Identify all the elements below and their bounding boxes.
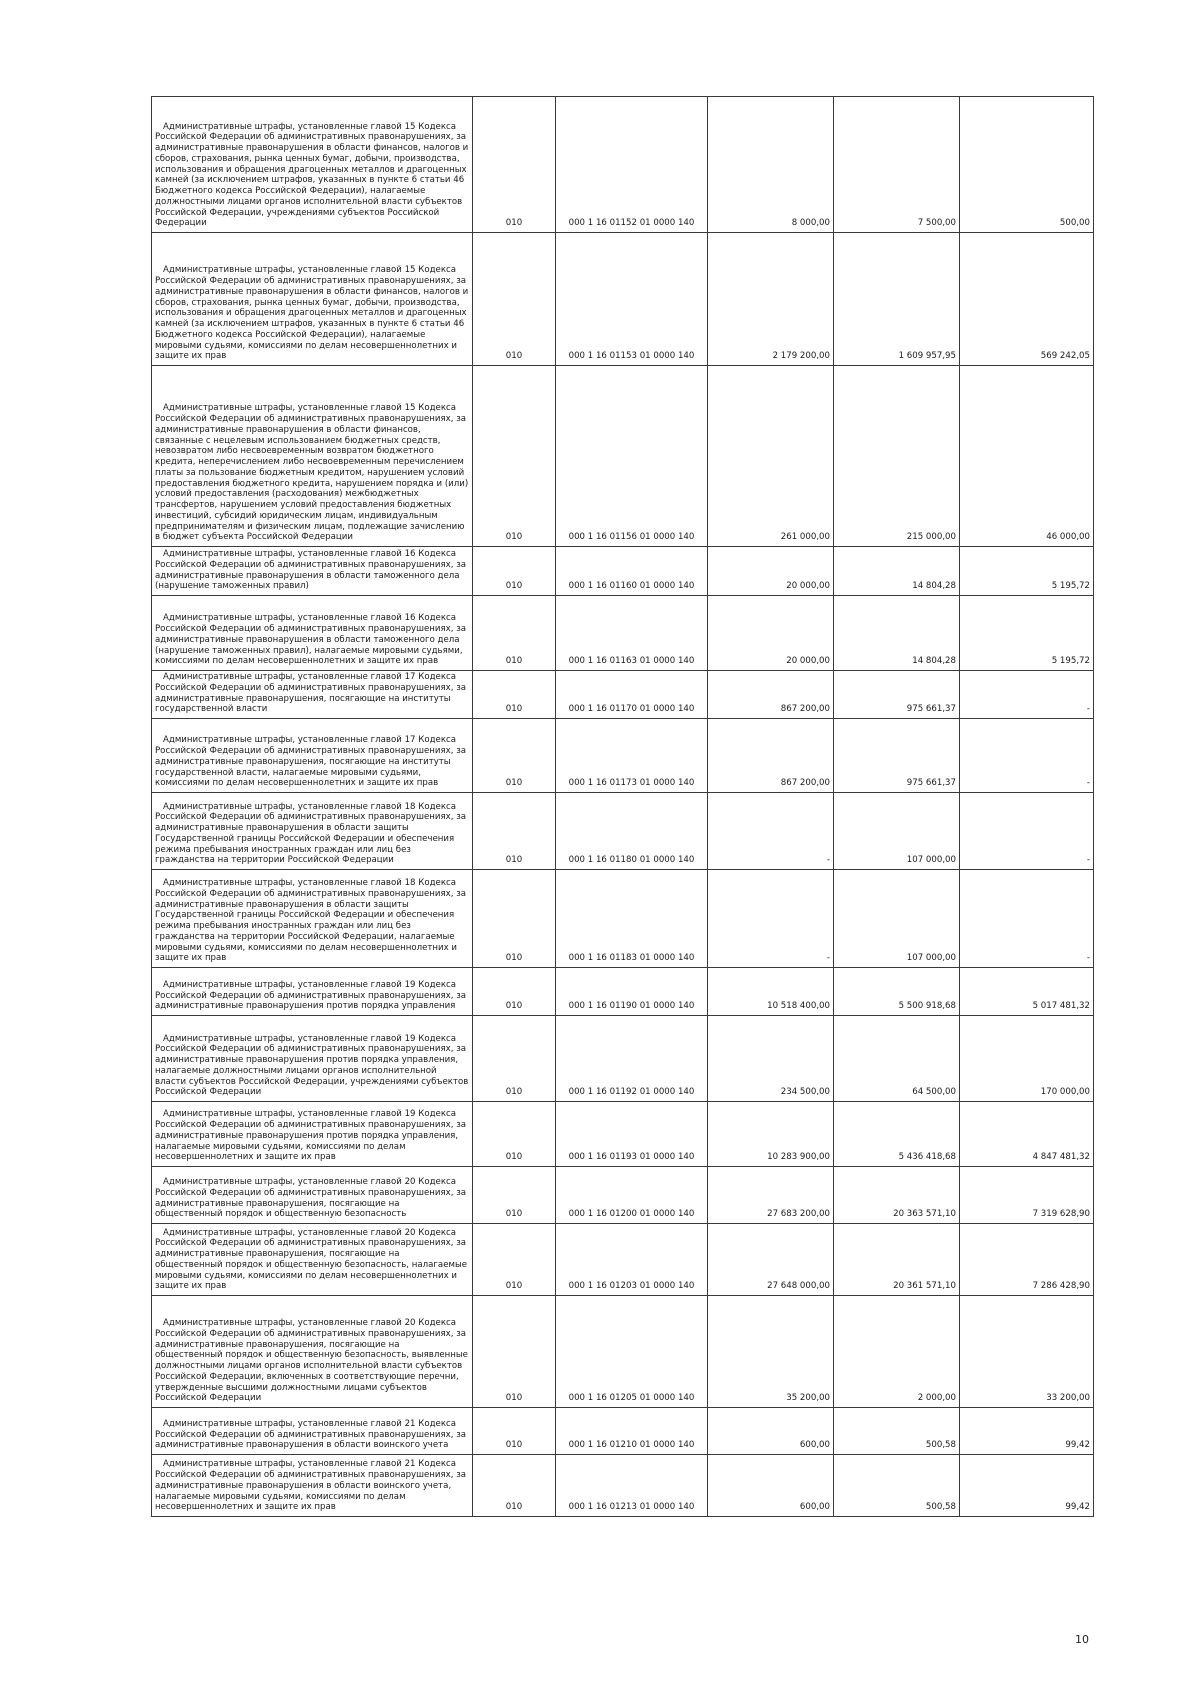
row-line-code: 010 bbox=[473, 793, 556, 870]
row-unexecuted: 99,42 bbox=[960, 1408, 1094, 1455]
row-unexecuted: 7 286 428,90 bbox=[960, 1224, 1094, 1296]
row-approved: 600,00 bbox=[708, 1408, 834, 1455]
row-kbk: 000 1 16 01203 01 0000 140 bbox=[556, 1224, 708, 1296]
row-name: Административные штрафы, установленные главой 15 Кодекса Российской Федерации об административных правонарушениях, за административные правонарушения в области финансов, налогов и сборов, страхования, рынка ценных бумаг, добычи, производства, использования и обращения драгоценных металлов и драгоценных камней (за исключением штрафов, указанных в пункте 6 статьи 46 Бюджетного кодекса Российской Федерации), налагаемые должностными лицами органов исполнительной власти субъектов Российской Федерации, учреждениями субъектов Российской Федерации bbox=[152, 97, 473, 233]
revenue-table bbox=[151, 96, 1094, 1517]
row-line-code: 010 bbox=[473, 1016, 556, 1102]
row-executed: 5 500 918,68 bbox=[834, 968, 960, 1016]
table-row bbox=[152, 366, 1094, 547]
row-executed: 215 000,00 bbox=[834, 366, 960, 547]
table-row bbox=[152, 1408, 1094, 1455]
row-line-code: 010 bbox=[473, 1296, 556, 1408]
table-row bbox=[152, 968, 1094, 1016]
row-kbk: 000 1 16 01153 01 0000 140 bbox=[556, 233, 708, 366]
row-kbk: 000 1 16 01170 01 0000 140 bbox=[556, 671, 708, 719]
row-unexecuted: 99,42 bbox=[960, 1455, 1094, 1517]
row-unexecuted: - bbox=[960, 671, 1094, 719]
row-name: Административные штрафы, установленные главой 18 Кодекса Российской Федерации об административных правонарушениях, за административные правонарушения в области защиты Государственной границы Российской Федерации и обеспечения режима пребывания иностранных граждан или лиц без гражданства на территории Российской Федерации bbox=[152, 793, 473, 870]
row-unexecuted: 170 000,00 bbox=[960, 1016, 1094, 1102]
row-name: Административные штрафы, установленные главой 15 Кодекса Российской Федерации об административных правонарушениях, за административные правонарушения в области финансов, налогов и сборов, страхования, рынка ценных бумаг, добычи, производства, использования и обращения драгоценных металлов и драгоценных камней (за исключением штрафов, указанных в пункте 6 статьи 46 Бюджетного кодекса Российской Федерации), налагаемые мировыми судьями, комиссиями по делам несовершеннолетних и защите их прав bbox=[152, 233, 473, 366]
row-line-code: 010 bbox=[473, 97, 556, 233]
row-executed: 20 363 571,10 bbox=[834, 1167, 960, 1224]
row-executed: 500,58 bbox=[834, 1455, 960, 1517]
row-unexecuted: 500,00 bbox=[960, 97, 1094, 233]
row-executed: 1 609 957,95 bbox=[834, 233, 960, 366]
row-kbk: 000 1 16 01200 01 0000 140 bbox=[556, 1167, 708, 1224]
row-executed: 975 661,37 bbox=[834, 671, 960, 719]
row-line-code: 010 bbox=[473, 671, 556, 719]
row-approved: 261 000,00 bbox=[708, 366, 834, 547]
row-line-code: 010 bbox=[473, 1167, 556, 1224]
row-name: Административные штрафы, установленные главой 19 Кодекса Российской Федерации об административных правонарушениях, за административные правонарушения против порядка управления bbox=[152, 968, 473, 1016]
row-kbk: 000 1 16 01152 01 0000 140 bbox=[556, 97, 708, 233]
row-name: Административные штрафы, установленные главой 20 Кодекса Российской Федерации об административных правонарушениях, за административные правонарушения, посягающие на общественный порядок и общественную безопасность, налагаемые мировыми судьями, комиссиями по делам несовершеннолетних и защите их прав bbox=[152, 1224, 473, 1296]
row-approved: 600,00 bbox=[708, 1455, 834, 1517]
row-name: Административные штрафы, установленные главой 19 Кодекса Российской Федерации об административных правонарушениях, за административные правонарушения против порядка управления, налагаемые мировыми судьями, комиссиями по делам несовершеннолетних и защите их прав bbox=[152, 1102, 473, 1167]
table-row bbox=[152, 1296, 1094, 1408]
row-name: Административные штрафы, установленные главой 18 Кодекса Российской Федерации об административных правонарушениях, за административные правонарушения в области защиты Государственной границы Российской Федерации и обеспечения режима пребывания иностранных граждан или лиц без гражданства на территории Российской Федерации, налагаемые мировыми судьями, комиссиями по делам несовершеннолетних и защите их прав bbox=[152, 870, 473, 968]
row-kbk: 000 1 16 01160 01 0000 140 bbox=[556, 547, 708, 596]
page-number: 10 bbox=[1075, 1633, 1089, 1646]
row-name: Административные штрафы, установленные главой 20 Кодекса Российской Федерации об административных правонарушениях, за административные правонарушения, посягающие на общественный порядок и общественную безопасность bbox=[152, 1167, 473, 1224]
row-approved: 2 179 200,00 bbox=[708, 233, 834, 366]
row-unexecuted: - bbox=[960, 870, 1094, 968]
table-row bbox=[152, 547, 1094, 596]
row-name: Административные штрафы, установленные главой 20 Кодекса Российской Федерации об административных правонарушениях, за административные правонарушения, посягающие на общественный порядок и общественную безопасность, выявленные должностными лицами органов исполнительной власти субъектов Российской Федерации, включенных в соответствующие перечни, утвержденные высшими должностными лицами субъектов Российской Федерации bbox=[152, 1296, 473, 1408]
row-unexecuted: 7 319 628,90 bbox=[960, 1167, 1094, 1224]
row-name: Административные штрафы, установленные главой 21 Кодекса Российской Федерации об административных правонарушениях, за административные правонарушения в области воинского учета, налагаемые мировыми судьями, комиссиями по делам несовершеннолетних и защите их прав bbox=[152, 1455, 473, 1517]
row-executed: 500,58 bbox=[834, 1408, 960, 1455]
row-unexecuted: 569 242,05 bbox=[960, 233, 1094, 366]
row-approved: - bbox=[708, 793, 834, 870]
row-executed: 975 661,37 bbox=[834, 719, 960, 793]
row-line-code: 010 bbox=[473, 366, 556, 547]
row-executed: 7 500,00 bbox=[834, 97, 960, 233]
row-approved: 35 200,00 bbox=[708, 1296, 834, 1408]
row-line-code: 010 bbox=[473, 1102, 556, 1167]
row-name: Административные штрафы, установленные главой 21 Кодекса Российской Федерации об административных правонарушениях, за административные правонарушения в области воинского учета bbox=[152, 1408, 473, 1455]
table-row bbox=[152, 1102, 1094, 1167]
row-kbk: 000 1 16 01163 01 0000 140 bbox=[556, 596, 708, 671]
table-row bbox=[152, 870, 1094, 968]
table-row bbox=[152, 233, 1094, 366]
row-line-code: 010 bbox=[473, 719, 556, 793]
row-line-code: 010 bbox=[473, 233, 556, 366]
row-name: Административные штрафы, установленные главой 15 Кодекса Российской Федерации об административных правонарушениях, за административные правонарушения в области финансов, связанные с нецелевым использованием бюджетных средств, невозвратом либо несвоевременным возвратом бюджетного кредита, неперечислением либо несвоевременным перечислением платы за пользование бюджетным кредитом, нарушением условий предоставления бюджетного кредита, нарушением порядка и (или) условий предоставления (расходования) межбюджетных трансфертов, нарушением условий предоставления бюджетных инвестиций, субсидий юридическим лицам, индивидуальным предпринимателям и физическим лицам, подлежащие зачислению в бюджет субъекта Российской Федерации bbox=[152, 366, 473, 547]
row-executed: 107 000,00 bbox=[834, 793, 960, 870]
table-row bbox=[152, 671, 1094, 719]
row-unexecuted: 5 017 481,32 bbox=[960, 968, 1094, 1016]
row-line-code: 010 bbox=[473, 1224, 556, 1296]
row-executed: 107 000,00 bbox=[834, 870, 960, 968]
row-kbk: 000 1 16 01193 01 0000 140 bbox=[556, 1102, 708, 1167]
row-kbk: 000 1 16 01192 01 0000 140 bbox=[556, 1016, 708, 1102]
row-unexecuted: - bbox=[960, 719, 1094, 793]
row-unexecuted: - bbox=[960, 793, 1094, 870]
row-kbk: 000 1 16 01183 01 0000 140 bbox=[556, 870, 708, 968]
row-name: Административные штрафы, установленные главой 16 Кодекса Российской Федерации об административных правонарушениях, за административные правонарушения в области таможенного дела (нарушение таможенных правил), налагаемые мировыми судьями, комиссиями по делам несовершеннолетних и защите их прав bbox=[152, 596, 473, 671]
row-line-code: 010 bbox=[473, 968, 556, 1016]
row-approved: 10 518 400,00 bbox=[708, 968, 834, 1016]
row-executed: 14 804,28 bbox=[834, 596, 960, 671]
row-executed: 2 000,00 bbox=[834, 1296, 960, 1408]
row-approved: 8 000,00 bbox=[708, 97, 834, 233]
row-approved: 27 648 000,00 bbox=[708, 1224, 834, 1296]
row-unexecuted: 5 195,72 bbox=[960, 596, 1094, 671]
row-line-code: 010 bbox=[473, 547, 556, 596]
row-approved: 20 000,00 bbox=[708, 547, 834, 596]
row-approved: - bbox=[708, 870, 834, 968]
row-kbk: 000 1 16 01190 01 0000 140 bbox=[556, 968, 708, 1016]
row-unexecuted: 46 000,00 bbox=[960, 366, 1094, 547]
row-unexecuted: 5 195,72 bbox=[960, 547, 1094, 596]
row-name: Административные штрафы, установленные главой 17 Кодекса Российской Федерации об административных правонарушениях, за административные правонарушения, посягающие на институты государственной власти, налагаемые мировыми судьями, комиссиями по делам несовершеннолетних и защите их прав bbox=[152, 719, 473, 793]
row-line-code: 010 bbox=[473, 870, 556, 968]
row-executed: 64 500,00 bbox=[834, 1016, 960, 1102]
table-row bbox=[152, 1016, 1094, 1102]
table-row bbox=[152, 719, 1094, 793]
row-unexecuted: 4 847 481,32 bbox=[960, 1102, 1094, 1167]
row-name: Административные штрафы, установленные главой 17 Кодекса Российской Федерации об административных правонарушениях, за административные правонарушения, посягающие на институты государственной власти bbox=[152, 671, 473, 719]
table-row bbox=[152, 1455, 1094, 1517]
row-kbk: 000 1 16 01180 01 0000 140 bbox=[556, 793, 708, 870]
table-row bbox=[152, 596, 1094, 671]
row-line-code: 010 bbox=[473, 1408, 556, 1455]
table-row bbox=[152, 97, 1094, 233]
row-approved: 867 200,00 bbox=[708, 671, 834, 719]
row-kbk: 000 1 16 01205 01 0000 140 bbox=[556, 1296, 708, 1408]
row-approved: 10 283 900,00 bbox=[708, 1102, 834, 1167]
row-executed: 5 436 418,68 bbox=[834, 1102, 960, 1167]
row-kbk: 000 1 16 01213 01 0000 140 bbox=[556, 1455, 708, 1517]
table-body bbox=[152, 97, 1094, 1517]
row-name: Административные штрафы, установленные главой 19 Кодекса Российской Федерации об административных правонарушениях, за административные правонарушения против порядка управления, налагаемые должностными лицами органов исполнительной власти субъектов Российской Федерации, учреждениями субъектов Российской Федерации bbox=[152, 1016, 473, 1102]
row-name: Административные штрафы, установленные главой 16 Кодекса Российской Федерации об административных правонарушениях, за административные правонарушения в области таможенного дела (нарушение таможенных правил) bbox=[152, 547, 473, 596]
table-row bbox=[152, 793, 1094, 870]
table-row bbox=[152, 1224, 1094, 1296]
row-approved: 27 683 200,00 bbox=[708, 1167, 834, 1224]
row-kbk: 000 1 16 01156 01 0000 140 bbox=[556, 366, 708, 547]
table-row bbox=[152, 1167, 1094, 1224]
row-line-code: 010 bbox=[473, 596, 556, 671]
row-approved: 867 200,00 bbox=[708, 719, 834, 793]
row-kbk: 000 1 16 01173 01 0000 140 bbox=[556, 719, 708, 793]
row-approved: 234 500,00 bbox=[708, 1016, 834, 1102]
row-unexecuted: 33 200,00 bbox=[960, 1296, 1094, 1408]
row-executed: 20 361 571,10 bbox=[834, 1224, 960, 1296]
row-approved: 20 000,00 bbox=[708, 596, 834, 671]
row-line-code: 010 bbox=[473, 1455, 556, 1517]
row-executed: 14 804,28 bbox=[834, 547, 960, 596]
row-kbk: 000 1 16 01210 01 0000 140 bbox=[556, 1408, 708, 1455]
